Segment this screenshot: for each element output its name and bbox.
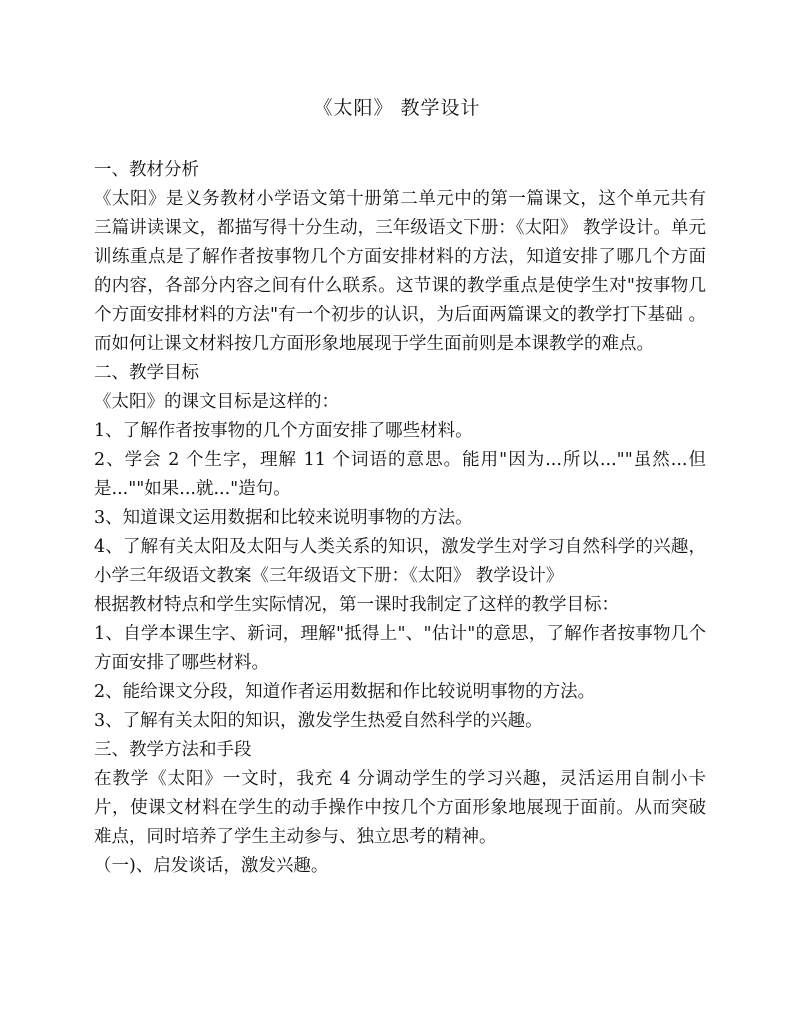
- lesson-goal-item-1: 1、自学本课生字、新词，理解"抵得上"、"估计"的意思，了解作者按事物几个方面安排了哪些材料。: [94, 624, 706, 673]
- goal-item-2: 2、学会 2 个生字，理解 11 个词语的意思。能用"因为...所以...""虽然...但 是...""如果...就..."造句。: [94, 450, 706, 499]
- goal-item-1: 1、了解作者按事物的几个方面安排了哪些材料。: [94, 421, 473, 441]
- document-body: [94, 156, 706, 881]
- lesson-goal-item-3: 3、了解有关太阳的知识，激发学生热爱自然科学的兴趣。: [94, 711, 543, 731]
- section-heading-analysis: 一、教材分析: [94, 160, 199, 180]
- paragraph-goals-intro: 《太阳》的课文目标是这样的：: [94, 392, 339, 412]
- paragraph-analysis: 《太阳》是义务教材小学语文第十册第二单元中的第一篇课文，这个单元共有三篇讲读课文，都描写得十分生动，三年级语文下册：《太阳》 教学设计。单元训练重点是了解作者按事物几个方面安排材料的方法，知道安排了哪几个方面的内容，各部分内容之间有什么联系。这节课的教学重点是使学生对"按事物几个方面安排材料的方法"有一个初步的认识，为后面两篇课文的教学打下基础 。而如何让课文材料按几方面形象地展现于学生面前则是本课教学的难点。: [94, 189, 706, 354]
- section-heading-methods: 三、教学方法和手段: [94, 740, 252, 760]
- lesson-goal-item-2: 2、能给课文分段，知道作者运用数据和作比较说明事物的方法。: [94, 682, 596, 702]
- paragraph-lesson-goals-intro: 根据教材特点和学生实际情况，第一课时我制定了这样的教学目标：: [94, 595, 619, 615]
- paragraph-methods: 在教学《太阳》一文时，我充 4 分调动学生的学习兴趣，灵活运用自制小卡片，使课文材料在学生的动手操作中按几个方面形象地展现于面前。从而突破难点，同时培养了学生主动参与、独立思考的精神。: [94, 769, 706, 847]
- subsection-heading-1: （一)、启发谈话，激发兴趣。: [94, 856, 329, 876]
- section-heading-goals: 二、教学目标: [94, 363, 199, 383]
- goal-item-4: 4、了解有关太阳及太阳与人类关系的知识，激发学生对学习自然科学的兴趣，小学三年级语文教案《三年级语文下册：《太阳》 教学设计》: [94, 537, 706, 586]
- document-title: 《太阳》 教学设计: [313, 97, 481, 119]
- goal-item-3: 3、知道课文运用数据和比较来说明事物的方法。: [94, 508, 473, 528]
